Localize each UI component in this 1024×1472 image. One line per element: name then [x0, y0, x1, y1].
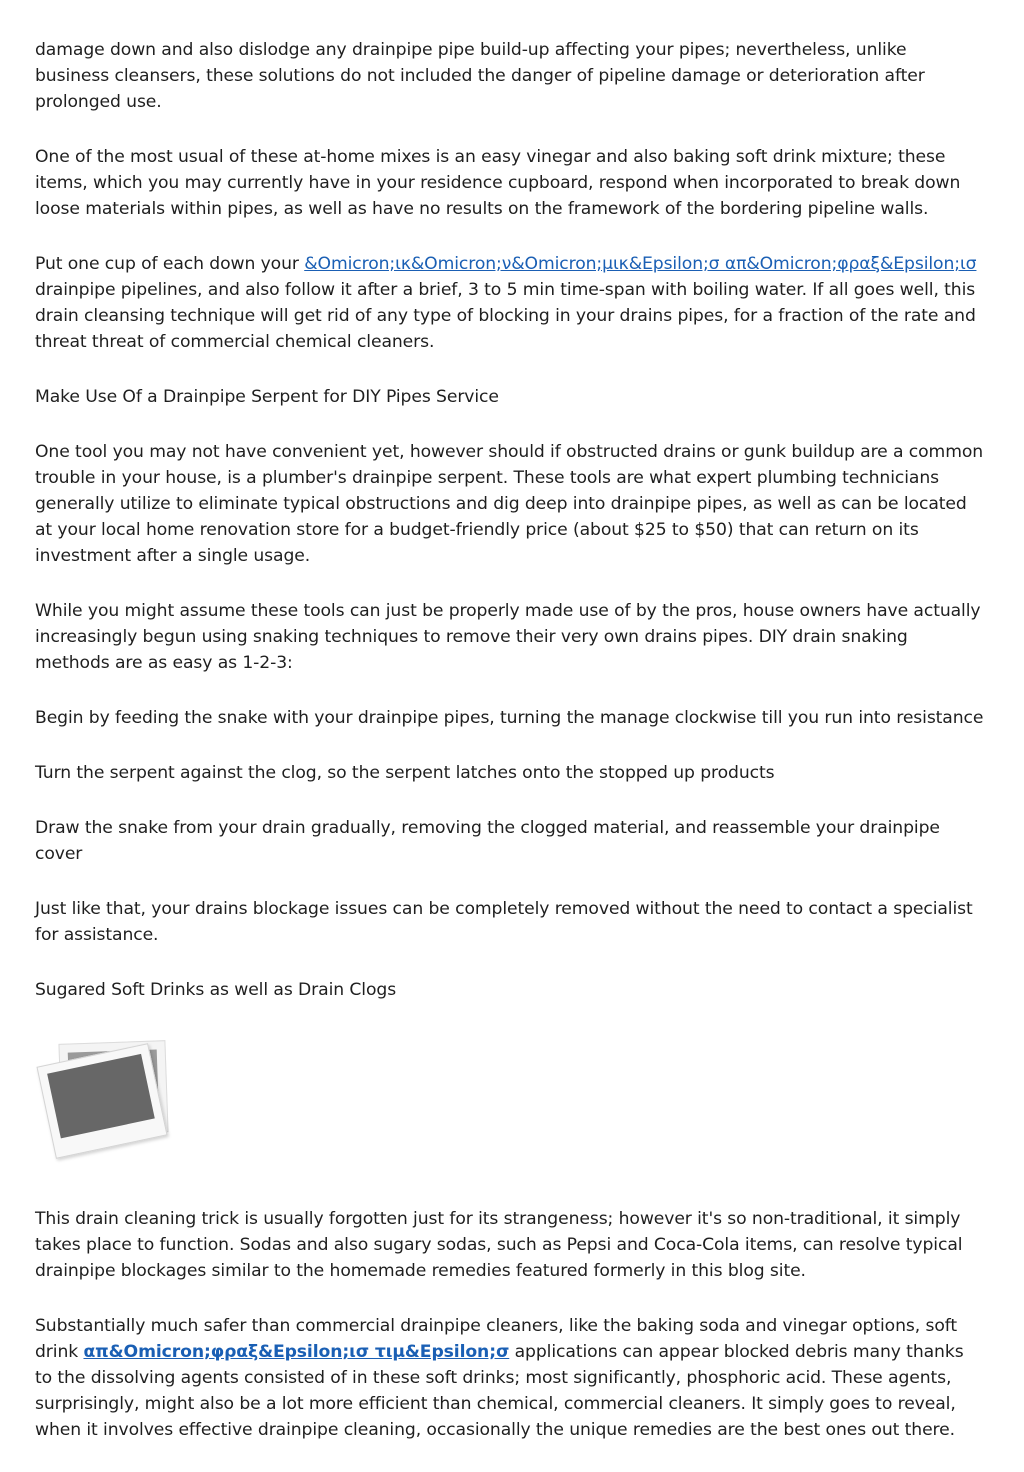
- paragraph-blockage-removed: Just like that, your drains blockage issues can be completely removed without the need to contact a specialist for assistance.: [35, 899, 973, 945]
- step-three: Draw the snake from your drain gradually, removing the clogged material, and reassemble your drainpipe cover: [35, 818, 940, 864]
- paragraph-one-cup-start: Put one cup of each down your: [35, 254, 305, 274]
- paragraph-plumber-tool: One tool you may not have convenient yet, however should if obstructed drains or gunk buildup are a common trouble in your house, is a plumber's drainpipe serpent. These tools are what expert plumbing technicians generally utilize to eliminate typical obstructions and dig deep into drainpipe pipes, as well as can be located at your local home renovation store for a budget-friendly price (about $25 to $50) that can return on its investment after a single usage.: [35, 442, 984, 566]
- paragraph-phosphoric-acid: [35, 1313, 985, 1443]
- paragraph-one-cup: [35, 251, 985, 355]
- photo-front-frame: [36, 1043, 167, 1159]
- inline-link-drain-cleaning[interactable]: &Omicron;ικ&Omicron;ν&Omicron;μικ&Epsilon;σ απ&Omicron;φραξ&Epsilon;ισ: [304, 254, 977, 274]
- step-two: Turn the serpent against the clog, so the serpent latches onto the stopped up products: [35, 763, 775, 783]
- paragraph-diy-snaking: While you might assume these tools can just be properly made use of by the pros, house owners have actually increasingly begun using snaking techniques to remove their very own drains pipes. DIY drain snaking methods are as easy as 1-2-3:: [35, 601, 981, 673]
- section-heading-drain-serpent: Make Use Of a Drainpipe Serpent for DIY Pipes Service: [35, 387, 499, 407]
- paragraph-phosphoric-start: Substantially much safer than commercial drainpipe cleaners, like the baking soda and vinegar options, soft drink: [35, 1316, 958, 1362]
- article-body: [35, 37, 985, 1472]
- inline-link-drain-prices[interactable]: απ&Omicron;φραξ&Epsilon;ισ τιμ&Epsilon;σ: [83, 1342, 510, 1362]
- paragraph-intro-continued: damage down and also dislodge any drainpipe pipe build-up affecting your pipes; nevertheless, unlike business cleansers, these solutions do not included the danger of pipeline damage or deterioration after prolonged use.: [35, 40, 925, 112]
- step-one: Begin by feeding the snake with your drainpipe pipes, turning the manage clockwise till you run into resistance: [35, 708, 984, 728]
- paragraph-one-cup-end: drainpipe pipelines, and also follow it after a brief, 3 to 5 min time-span with boiling water. If all goes well, this drain cleansing technique will get rid of any type of blocking in your drains pipes, for a fraction of the rate and threat threat of commercial chemical cleaners.: [35, 280, 976, 352]
- paragraph-soda-trick: This drain cleaning trick is usually forgotten just for its strangeness; however it's so non-traditional, it simply takes place to function. Sodas and also sugary sodas, such as Pepsi and Coca-Cola items, can resolve typical drainpipe blockages similar to the homemade remedies featured formerly in this blog site.: [35, 1209, 963, 1281]
- paragraph-vinegar-baking-soda: One of the most usual of these at-home mixes is an easy vinegar and also baking soft drink mixture; these items, which you may currently have in your residence cupboard, respond when incorporated to break down loose materials within pipes, as well as have no results on the framework of the bordering pipeline walls.: [35, 147, 961, 219]
- section-heading-soft-drinks: Sugared Soft Drinks as well as Drain Clogs: [35, 980, 397, 1000]
- paragraph-phosphoric-end: applications can appear blocked debris many thanks to the dissolving agents consisted of in these soft drinks; most significantly, phosphoric acid. These agents, surprisingly, might also be a lot more efficient than chemical, commercial cleaners. It simply goes to reveal, when it involves effective drainpipe cleaning, occasionally the unique remedies are the best ones out there.: [35, 1342, 964, 1440]
- image-placeholder-icon: [35, 1032, 175, 1162]
